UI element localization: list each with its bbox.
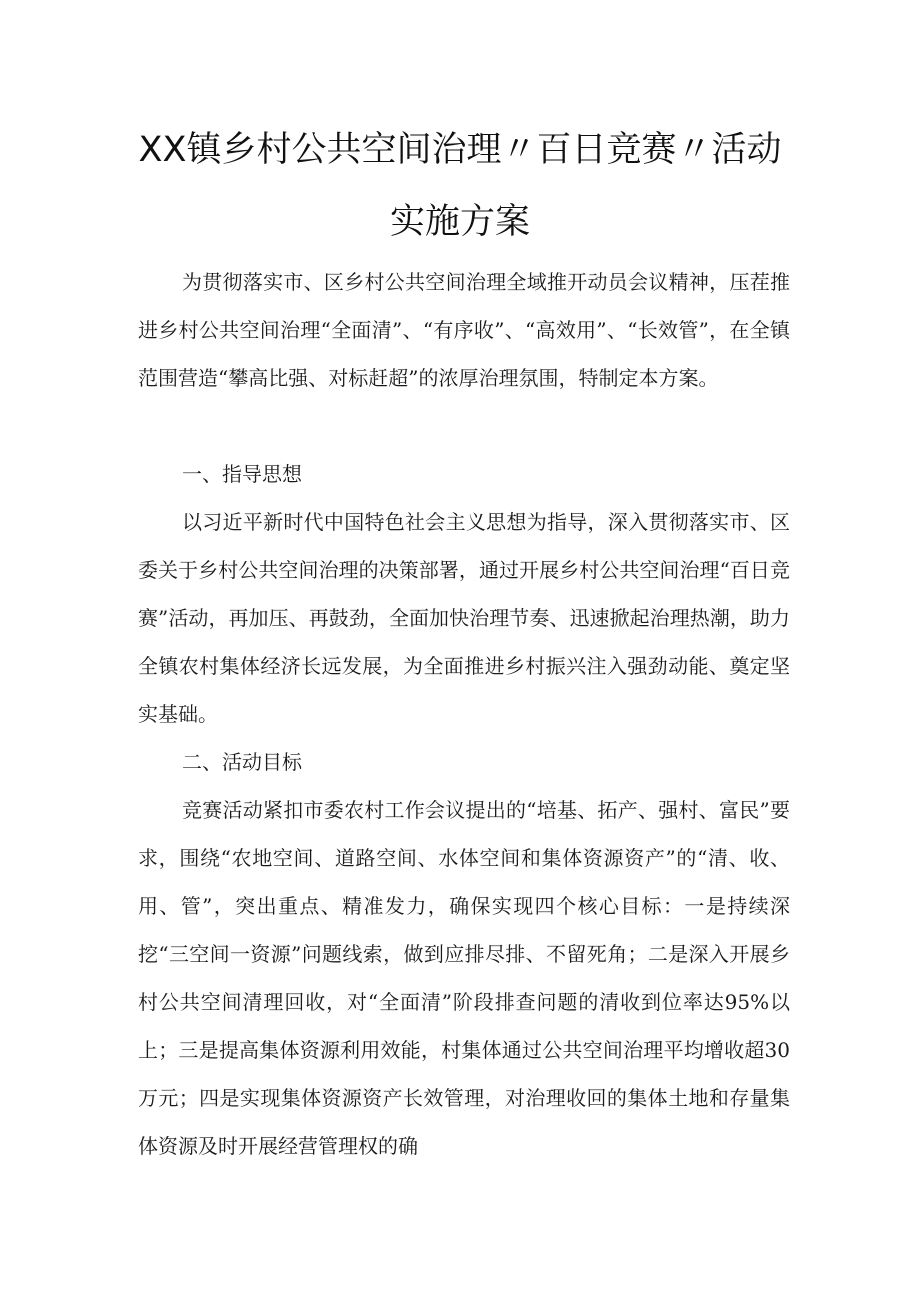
document-title-line2: 实施方案 bbox=[389, 202, 530, 242]
section-body-guiding-thought: 以习近平新时代中国特色社会主义思想为指导，深入贯彻落实市、区委关于乡村公共空间治理的决策部署，通过开展乡村公共空间治理“百日竞赛”活动，再加压、再鼓劲，全面加快治理节奏、迅速掀起治理热潮，助力全镇农村集体经济长远发展，为全面推进乡村振兴注入强劲动能、奠定坚实基础。 bbox=[138, 510, 790, 726]
section-body-activity-goals: 竞赛活动紧扣市委农村工作会议提出的“培基、拓产、强村、富民”要求，围绕“农地空间、道路空间、水体空间和集体资源资产”的“清、收、用、管”，突出重点、精准发力，确保实现四个核心目标：一是持续深挖“三空间一资源”问题线索，做到应排尽排、不留死角；二是深入开展乡村公共空间清理回收，对“全面清”阶段排查问题的清收到位率达95%以上；三是提高集体资源利用效能，村集体通过公共空间治理平均增收超30万元；四是实现集体资源资产长效管理，对治理收回的集体土地和存量集体资源及时开展经营管理权的确 bbox=[138, 798, 790, 1158]
section-heading-guiding-thought: 一、指导思想 bbox=[182, 462, 302, 486]
intro-paragraph: 为贯彻落实市、区乡村公共空间治理全域推开动员会议精神，压茬推进乡村公共空间治理“全面清”、“有序收”、“高效用”、“长效管”，在全镇范围营造“攀高比强、对标赶超”的浓厚治理氛围，特制定本方案。 bbox=[138, 270, 790, 390]
section-heading-activity-goals: 二、活动目标 bbox=[182, 750, 302, 774]
document-title-line1: XX镇乡村公共空间治理〃百日竞赛〃活动 bbox=[138, 130, 782, 170]
